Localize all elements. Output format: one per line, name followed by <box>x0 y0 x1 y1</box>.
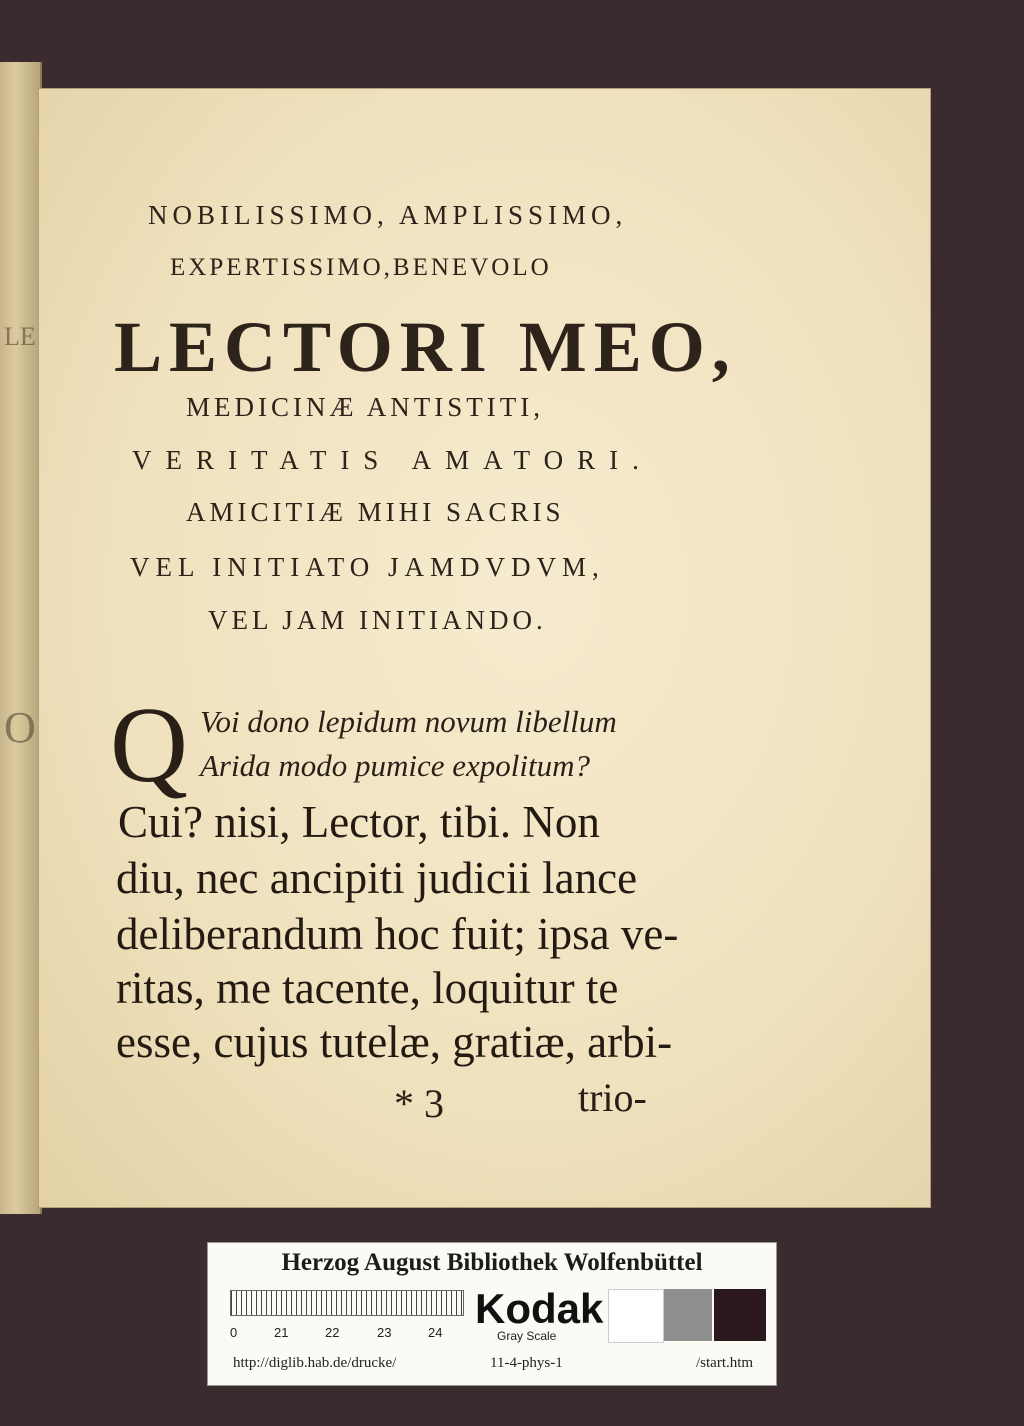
url-part: /start.htm <box>696 1355 754 1371</box>
prose-line: deliberandum hoc fuit; ipsa ve- <box>116 909 679 959</box>
prose-line: Cui? nisi, Lector, tibi. Non <box>118 797 600 847</box>
facing-page-fragment: LE <box>4 322 36 351</box>
dedication-line: MEDICINÆ ANTISTITI, <box>186 392 544 422</box>
dedication-line: EXPERTISSIMO,BENEVOLO <box>170 254 552 281</box>
facing-page-fragment: O <box>4 703 36 752</box>
dedication-line: VEL JAM INITIANDO. <box>208 605 547 635</box>
kodak-logo: Kodak <box>475 1285 604 1332</box>
signature-mark: * 3 <box>394 1081 444 1126</box>
measurement-ruler <box>230 1290 464 1316</box>
color-calibration-card <box>207 1242 777 1386</box>
prose-line: ritas, me tacente, loquitur te <box>116 963 619 1013</box>
dedication-line: VERITATIS AMATORI. <box>132 445 653 475</box>
dedication-heading: LECTORI MEO, <box>114 307 737 387</box>
white-swatch <box>608 1289 664 1343</box>
ruler-label: 23 <box>377 1325 392 1340</box>
ruler-label: 22 <box>325 1325 340 1340</box>
ruler-label: 24 <box>428 1325 443 1340</box>
url-part: http://diglib.hab.de/drucke/ <box>233 1355 397 1371</box>
facing-page-edge <box>0 62 42 1214</box>
verse-line: Voi dono lepidum novum libellum <box>200 704 617 739</box>
url-part: 11-4-phys-1 <box>490 1355 563 1371</box>
library-name: Herzog August Bibliothek Wolfenbüttel <box>281 1249 703 1276</box>
dedication-line: VEL INITIATO JAMDVDVM, <box>130 552 605 582</box>
catchword: trio- <box>578 1075 647 1120</box>
dedication-line: AMICITIÆ MIHI SACRIS <box>186 497 565 527</box>
book-page <box>38 88 931 1208</box>
ruler-label: 21 <box>274 1325 289 1340</box>
verse-line: Arida modo pumice expolitum? <box>200 748 591 783</box>
prose-line: esse, cujus tutelæ, gratiæ, arbi- <box>116 1017 673 1067</box>
grayscale-label: Gray Scale <box>497 1329 557 1343</box>
dedication-line: NOBILISSIMO, AMPLISSIMO, <box>148 200 628 230</box>
ruler-label: 0 <box>230 1325 238 1340</box>
gray-swatch <box>664 1289 712 1341</box>
drop-cap: Q <box>110 686 188 805</box>
prose-line: diu, nec ancipiti judicii lance <box>116 853 638 903</box>
black-swatch <box>714 1289 766 1341</box>
